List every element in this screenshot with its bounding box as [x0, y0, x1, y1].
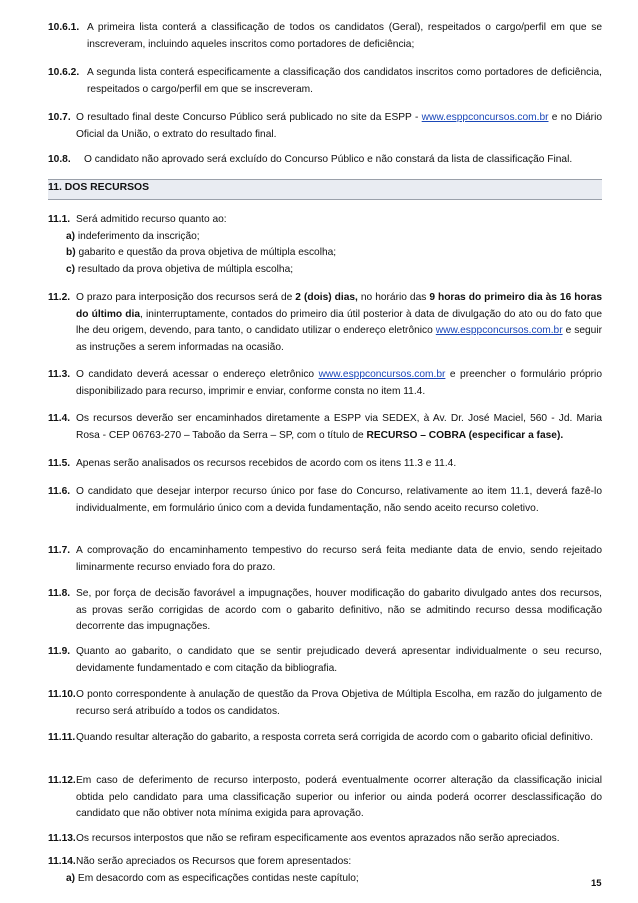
clause-11-13	[48, 831, 602, 848]
clause-number: 11.9.	[48, 646, 71, 657]
clause-text-part: e preencher o formulário próprio disponibilizado para recurso, imprimir e enviar, conforme consta no item 11.4.	[76, 369, 602, 397]
clause-11-4	[48, 411, 602, 444]
clause-11-10	[48, 687, 602, 720]
clause-number: 10.6.2.	[48, 67, 80, 78]
list-item	[66, 262, 602, 279]
clause-10-6-2	[48, 65, 602, 98]
list-item	[66, 245, 602, 262]
clause-11-9	[48, 644, 602, 677]
clause-text	[76, 290, 602, 356]
list-letter: c)	[66, 263, 76, 275]
page-number: 15	[591, 878, 602, 889]
clause-11-1	[48, 212, 602, 278]
clause-number: 11.13.	[48, 833, 76, 844]
list-text: indeferimento da inscrição;	[75, 230, 200, 242]
clause-text-part: e seguir as instruções a serem informadas na ocasião.	[76, 325, 602, 353]
clause-number: 10.7.	[48, 112, 71, 123]
clause-text: Os recursos interpostos que não se refiram especificamente aos eventos aprazados não serão apreciados.	[76, 833, 560, 844]
clause-text: O candidato não aprovado será excluído do Concurso Público e não constará da lista de classificação Final.	[84, 154, 573, 165]
clause-number: 10.8.	[48, 154, 71, 165]
clause-bold-part: 9 horas do primeiro dia às 16 horas do último dia	[76, 292, 602, 320]
clause-11-11	[48, 730, 602, 747]
list-item	[66, 229, 602, 246]
clause-number: 11.5.	[48, 458, 71, 469]
clause-11-6	[48, 484, 602, 517]
clause-text-part: O candidato deverá acessar o endereço eletrônico	[76, 369, 319, 380]
clause-number: 11.12.	[48, 775, 76, 786]
clause-text-part: , ininterruptamente, contados do primeiro dia útil posterior à data de divulgação do ato ou do fato que lhe deu origem, devendo, para tanto, o candidato utilizar o endereço eletrônico	[76, 308, 602, 337]
clause-number: 11.14.	[48, 856, 76, 867]
clause-text: O candidato que desejar interpor recurso único por fase do Concurso, relativamente ao item 11.1, deverá fazê-lo individualmente, em formulário único com a devida fundamentação, não sendo aceito recurso coletivo.	[76, 486, 602, 514]
clause-bold-part: RECURSO – COBRA (especificar a fase).	[366, 429, 564, 441]
section-title: 11. DOS RECURSOS	[48, 182, 150, 193]
clause-text-part: e no Diário Oficial da União, o extrato do resultado final.	[76, 112, 602, 140]
clause-number: 11.6.	[48, 486, 71, 497]
clause-text: A segunda lista conterá especificamente a classificação dos candidatos inscritos como portadores de deficiência, respeitados o cargo/perfil em que se inscreveram.	[87, 67, 602, 95]
list-letter: a)	[66, 872, 76, 884]
clause-text: Em caso de deferimento de recurso interposto, poderá eventualmente ocorrer alteração da classificação inicial obtida pelo candidato para uma classificação superior ou inferior ou ainda poderá ocorrer desclassificação do candidato que não obtiver nota mínima exigida para aprovação.	[76, 775, 602, 820]
list-text: Em desacordo com as especificações contidas neste capítulo;	[75, 872, 359, 884]
clause-text-part: O resultado final deste Concurso Público será publicado no site da ESPP -	[76, 112, 422, 123]
clause-11-14	[48, 854, 602, 887]
clause-11-8	[48, 586, 602, 636]
clause-text	[76, 367, 602, 400]
clause-number: 11.3.	[48, 369, 71, 380]
list-text: gabarito e questão da prova objetiva de múltipla escolha;	[75, 247, 337, 259]
espp-website-link[interactable]: www.esppconcursos.com.br	[435, 325, 563, 337]
clause-text: Se, por força de decisão favorável a impugnações, houver modificação do gabarito divulgado antes dos recursos, as provas serão corrigidas de acordo com o gabarito definitivo, não se admitindo recurso dessa modificação decorrente das impugnações.	[76, 588, 602, 633]
clause-bold-part: 2 (dois) dias,	[295, 292, 358, 303]
clause-text: Será admitido recurso quanto ao:	[76, 214, 227, 225]
clause-text: Quando resultar alteração do gabarito, a resposta correta será corrigida de acordo com o gabarito oficial definitivo.	[76, 732, 594, 743]
clause-11-3	[48, 367, 602, 400]
section-header	[48, 179, 602, 200]
clause-number: 11.10.	[48, 689, 76, 700]
clause-number: 11.2.	[48, 292, 71, 303]
clause-text	[76, 411, 602, 444]
clause-text	[76, 110, 602, 143]
espp-website-link[interactable]: www.esppconcursos.com.br	[421, 112, 549, 123]
clause-number: 11.7.	[48, 545, 71, 556]
clause-11-7	[48, 543, 602, 576]
list-item	[66, 871, 602, 888]
clause-text-part: O prazo para interposição dos recursos será de	[76, 292, 296, 303]
espp-website-link[interactable]: www.esppconcursos.com.br	[318, 369, 446, 380]
clause-text: O ponto correspondente à anulação de questão da Prova Objetiva de Múltipla Escolha, em razão do julgamento de recurso será atribuído a todos os candidatos.	[76, 689, 602, 717]
clause-number: 11.11.	[48, 732, 76, 743]
clause-text: A comprovação do encaminhamento tempestivo do recurso será feita mediante data de envio, sendo rejeitado liminarmente recurso enviado fora do prazo.	[76, 545, 602, 573]
list-text: resultado da prova objetiva de múltipla escolha;	[75, 263, 294, 275]
clause-text: A primeira lista conterá a classificação de todos os candidatos (Geral), respeitados o cargo/perfil em que se inscreveram, incluindo aqueles inscritos como portadores de deficiência;	[87, 22, 602, 50]
clause-10-7	[48, 110, 602, 143]
clause-11-2	[48, 290, 602, 356]
clause-text: Quanto ao gabarito, o candidato que se sentir prejudicado deverá apresentar individualmente o seu recurso, devidamente fundamentado e com citação da bibliografia.	[76, 646, 602, 674]
clause-text-part: no horário das	[357, 292, 430, 303]
clause-text: Não serão apreciados os Recursos que forem apresentados:	[76, 856, 352, 867]
clause-11-5	[48, 456, 602, 473]
clause-text-part: Os recursos deverão ser encaminhados diretamente a ESPP via SEDEX, à Av. Dr. José Maciel, 560 - Jd. Maria Rosa - CEP 06763-270 – Taboão da Serra – SP, com o título de	[76, 413, 602, 441]
clause-10-6-1	[48, 20, 602, 53]
clause-number: 10.6.1.	[48, 22, 80, 33]
clause-11-12	[48, 773, 602, 823]
clause-text: Apenas serão analisados os recursos recebidos de acordo com os itens 11.3 e 11.4.	[76, 458, 457, 469]
list-letter: a)	[66, 230, 76, 242]
clause-number: 11.8.	[48, 588, 71, 599]
clause-number: 11.4.	[48, 413, 71, 424]
clause-number: 11.1.	[48, 214, 71, 225]
clause-10-8	[48, 152, 602, 169]
list-letter: b)	[66, 247, 76, 259]
